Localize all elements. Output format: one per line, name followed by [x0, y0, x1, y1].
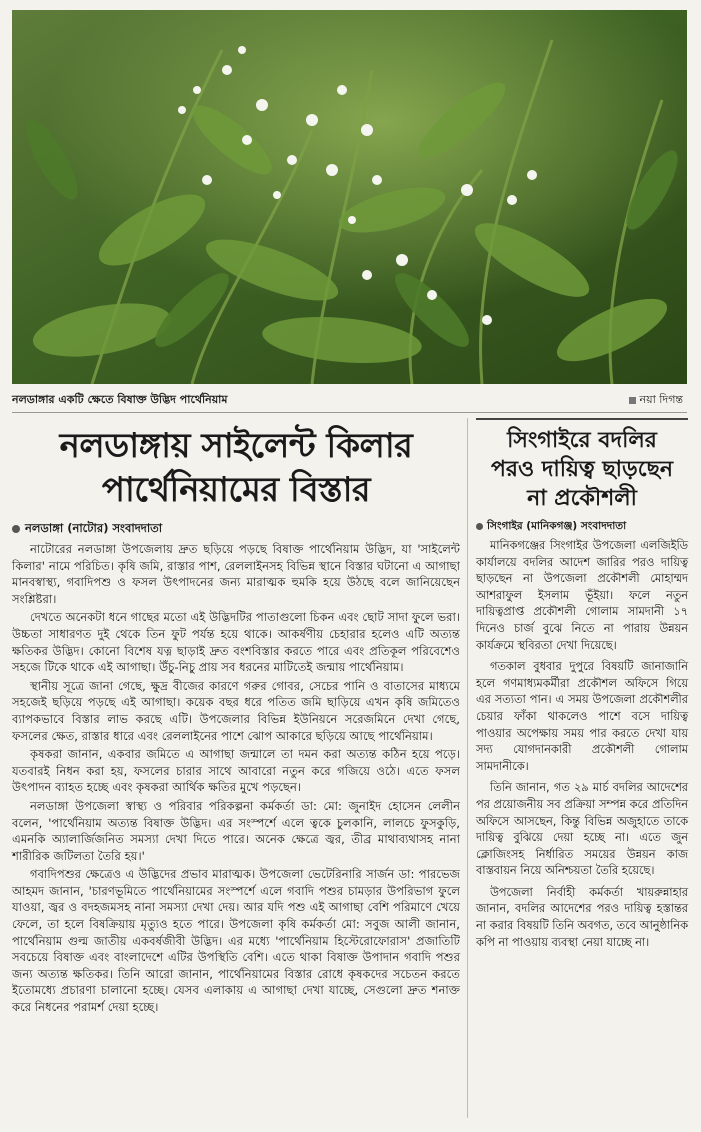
caption-divider — [12, 412, 687, 413]
main-title-line-2: পার্থেনিয়ামের বিস্তার — [101, 470, 371, 510]
bullet-icon — [476, 523, 483, 530]
side-article-title — [476, 426, 688, 513]
main-article-byline — [12, 520, 460, 539]
main-paragraph: দেখতে অনেকটা ধনে গাছের মতো এই উদ্ভিদটির পাতাগুলো চিকন এবং ছোট সাদা ফুলে ভরা। উচ্চতা সাধারণত দুই থেকে তিন ফুট পর্যন্ত হয়ে থাকে। আকর্ষণীয় চেহারার হলেও এটি অত্যন্ত ক্ষতিকর উদ্ভিদ। কোনো বিশেষ যত্ন ছাড়াই দ্রুত বংশবিস্তার করতে পারে এবং প্রতিকূল পরিবেশেও সহজে টিকে থাকে এই আগাছা। উঁচু-নিচু প্রায় সব ধরনের মাটিতেই জন্মায় পার্থেনিয়াম। — [12, 610, 460, 675]
side-paragraph: তিনি জানান, গত ২৯ মার্চ বদলির আদেশের পর প্রয়োজনীয় সব প্রক্রিয়া সম্পন্ন করে প্রতিদিন অফিসে আসছেন, কিন্তু বিভিন্ন অজুহাতে তাকে দায়িত্ব বুঝিয়ে দেয়া হচ্ছে না। এতে জুন ক্লোজিংসহ নির্ধারিত সময়ের উন্নয়ন কাজ বাস্তবায়ন নিয়ে অনিশ্চয়তা তৈরি হয়েছে। — [476, 781, 688, 878]
main-title-line-1: নলডাঙ্গায় সাইলেন্ট কিলার — [59, 426, 413, 466]
side-paragraph: মানিকগঞ্জের সিংগাইর উপজেলা এলজিইডি কার্যালয়ে বদলির আদেশ জারির পরও দায়িত্ব ছাড়ছেন না উপজেলা প্রকৌশলী মোহাম্মদ আশরাফুল ইসলাম ভূঁইয়া। ফলে নতুন দায়িত্বপ্রাপ্ত প্রকৌশলী গোলাম সামদানী ১৭ দিনেও চার্জ বুঝে নিতে না পারায় উন্নয়ন কার্যক্রমে স্থবিরতা দেখা দিয়েছে। — [476, 539, 688, 652]
article-photo — [12, 10, 687, 384]
main-article — [12, 420, 460, 1018]
main-article-title — [12, 424, 460, 512]
side-title-line-1: সিংগাইরে বদলির — [507, 427, 657, 453]
main-paragraph: কৃষকরা জানান, একবার জমিতে এ আগাছা জন্মালে তা দমন করা অত্যন্ত কঠিন হয়ে পড়ে। যতবারই নিধন করা হয়, ফসলের চারার সাথে আবারো নতুন করে গজিয়ে ওঠে। এতে ফসল উৎপাদন ব্যাহত হচ্ছে এবং কৃষকরা আর্থিক ক্ষতির মুখে পড়ছেন। — [12, 747, 460, 795]
photo-credit — [629, 390, 683, 410]
side-article — [476, 418, 688, 956]
side-article-byline — [476, 519, 688, 536]
side-title-line-2: পরও দায়িত্ব ছাড়ছেন — [490, 456, 674, 482]
side-byline-text: সিংগাইর (মানিকগঞ্জ) সংবাদদাতা — [487, 520, 627, 532]
side-article-rule — [476, 418, 688, 420]
main-paragraph: নলডাঙ্গা উপজেলা স্বাস্থ্য ও পরিবার পরিকল্পনা কর্মকর্তা ডা: মো: জুনাইদ হোসেন লেলীন বলেন, 'পার্থেনিয়াম অত্যন্ত বিষাক্ত উদ্ভিদ। এর সংস্পর্শে এলে ত্বকে চুলকানি, লালচে ফুসকুড়ি, এমনকি অ্যালার্জিজনিত সমস্যা দেখা দিতে পারে। অনেক ক্ষেত্রে জ্বর, তীব্র মাথাব্যথাসহ নানা শারীরিক জটিলতা তৈরি হয়।' — [12, 798, 460, 863]
credit-square-icon — [629, 397, 636, 404]
main-paragraph: স্থানীয় সূত্রে জানা গেছে, ক্ষুদ্র বীজের কারণে গরুর গোবর, সেচের পানি ও বাতাসের মাধ্যমে সহজেই ছড়িয়ে পড়ছে এই আগাছা। কয়েক বছর ধরে পতিত জমি ছাড়িয়ে এখন কৃষি জমিতেও ব্যাপকভাবে বিস্তার লাভ করছে এটি। উপজেলার বিভিন্ন ইউনিয়নে সরেজমিনে দেখা গেছে, ফসলের ক্ষেত, রাস্তার ধারে এবং রেললাইনের পাশে ঝোপ আকারে ছড়িয়ে আছে পার্থেনিয়াম। — [12, 678, 460, 743]
column-divider — [467, 418, 468, 1118]
byline-text: নলডাঙ্গা (নাটোর) সংবাদদাতা — [25, 521, 163, 535]
photo-credit-label: নয়া দিগন্ত — [639, 393, 683, 406]
photo-caption-row — [12, 390, 687, 410]
side-paragraph: গতকাল বুধবার দুপুরে বিষয়টি জানাজানি হলে গণমাধ্যমকর্মীরা প্রকৌশল অফিসে গিয়ে এর সত্যতা পান। এ সময় উপজেলা প্রকৌশলীর চেয়ার ফাঁকা থাকলেও পাশে বসে দায়িত্ব পাওয়ার অপেক্ষায় সময় পার করতে দেখা যায় সদ্য যোগদানকারী প্রকৌশলী গোলাম সামদানীকে। — [476, 660, 688, 773]
bullet-icon — [12, 525, 20, 533]
main-paragraph: নাটোরের নলডাঙ্গা উপজেলায় দ্রুত ছড়িয়ে পড়ছে বিষাক্ত পার্থেনিয়াম উদ্ভিদ, যা 'সাইলেন্ট কিলার' নামে পরিচিত। কৃষি জমি, রাস্তার পাশ, রেললাইনসহ বিভিন্ন স্থানে বিস্তার ঘটানো এ আগাছা মানবস্বাস্থ্য, গবাদিপশু ও ফসল উৎপাদনের জন্য মারাত্মক হুমকি হয়ে উঠছে বলে জানিয়েছেন সংশ্লিষ্টরা। — [12, 542, 460, 606]
photo-caption: নলডাঙ্গার একটি ক্ষেতে বিষাক্ত উদ্ভিদ পার্থেনিয়াম — [12, 393, 228, 406]
side-title-line-3: না প্রকৌশলী — [527, 485, 637, 511]
main-paragraph: গবাদিপশুর ক্ষেত্রেও এ উদ্ভিদের প্রভাব মারাত্মক। উপজেলা ভেটেরিনারি সার্জন ডা: পারভেজ আহমদ জানান, 'চারণভূমিতে পার্থেনিয়ামের সংস্পর্শে এলে গবাদি পশুর চামড়ার উপরিভাগ ফুলে যাওয়া, জ্বর ও বদহজমসহ নানা সমস্যা দেখা দেয়। আর যদি পশু এই আগাছা বেশি পরিমাণে খেয়ে ফেলে, তা হলে বিষক্রিয়ায় মৃত্যুও হতে পারে। উপজেলা কৃষি কর্মকর্তা মো: সবুজ আলী জানান, পার্থেনিয়াম গুল্ম জাতীয় একবর্ষজীবী উদ্ভিদ। এর মধ্যে 'পার্থেনিয়াম হিস্টেরোফোরাস' প্রজাতিটি সবচেয়ে বিষাক্ত এবং বাংলাদেশে এটির উপস্থিতি বেশি। এতে থাকা বিষাক্ত উপাদান গবাদি পশুর জন্য অত্যন্ত ক্ষতিকর। তিনি আরো জানান, পার্থেনিয়ামের বিস্তার রোধে কৃষকদের সচেতন করতে ইতোমধ্যে প্রচারণা চালানো হচ্ছে। যেসব এলাকায় এ আগাছা দেখা যাচ্ছে, সেগুলো দ্রুত শনাক্ত করে নিধনের পরামর্শ দেয়া হচ্ছে। — [12, 867, 460, 1015]
side-paragraph: উপজেলা নির্বাহী কর্মকর্তা খায়রুন্নাহার জানান, বদলির আদেশের পরও দায়িত্ব হস্তান্তর না করার বিষয়টি তিনি অবগত, তবে আনুষ্ঠানিক কপি না পাওয়ায় ব্যবস্থা নেয়া যাচ্ছে না। — [476, 885, 688, 949]
main-article-body — [12, 541, 460, 1016]
parthenium-plant-image — [12, 10, 687, 384]
side-article-body — [476, 538, 688, 951]
